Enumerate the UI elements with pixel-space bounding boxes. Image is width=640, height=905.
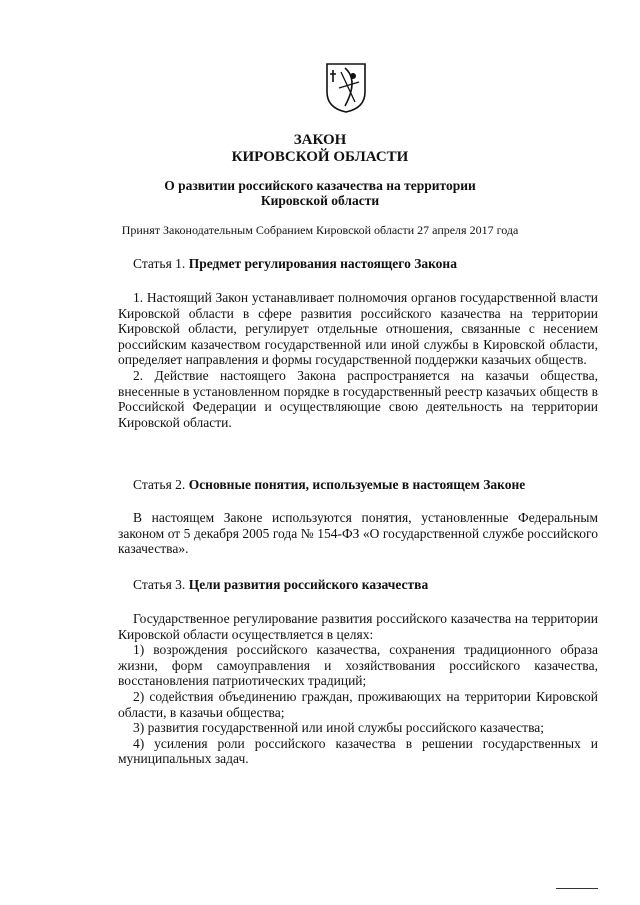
article-1-body <box>118 290 598 430</box>
article-1-number: Статья 1. <box>133 256 186 271</box>
adoption-note: Принят Законодательным Собранием Кировской области 27 апреля 2017 года <box>121 223 519 237</box>
coat-of-arms-icon <box>325 62 367 114</box>
article-1-paragraph-2: 2. Действие настоящего Закона распространяется на казачьи общества, внесенные в установленном порядке в государственный реестр казачьих обществ в Российской Федерации и осуществляющие свою деятельность на территории Кировской области. <box>118 367 598 430</box>
article-2-paragraph-1: В настоящем Законе используются понятия, установленные Федеральным законом от 5 декабря 2005 года № 154-ФЗ «О государственной службе российского казачества». <box>118 510 598 557</box>
article-3-body <box>118 611 598 767</box>
article-1-heading <box>133 256 457 272</box>
law-title: ЗАКОН <box>293 132 347 148</box>
article-3-item-3: 3) развития государственной или иной службы российского казачества; <box>133 720 545 736</box>
article-2-number: Статья 2. <box>133 477 186 492</box>
law-subject-line1: О развитии российского казачества на территории <box>164 178 476 193</box>
article-3-item-4: 4) усиления роли российского казачества в решении государственных и муниципальных задач. <box>118 735 598 767</box>
article-2-title: Основные понятия, используемые в настоящем Законе <box>188 477 526 492</box>
article-3-item-1: 1) возрождения российского казачества, сохранения традиционного образа жизни, форм самоуправления и хозяйствования российского казачества, восстановления патриотических традиций; <box>118 642 598 689</box>
article-2-heading <box>133 477 525 493</box>
law-subject-line2: Кировской области <box>260 193 380 208</box>
article-1-paragraph-1: 1. Настоящий Закон устанавливает полномочия органов государственной власти Кировской области в сфере развития российского казачества на территории Кировской области, регулирует отдельные отношения, связанные с несением российским казачеством государственной или иной службы в Кировской области, определяет направления и формы государственной поддержки казачьих обществ. <box>118 290 598 368</box>
signature-line <box>556 888 598 889</box>
article-1-title: Предмет регулирования настоящего Закона <box>188 256 457 271</box>
article-3-title: Цели развития российского казачества <box>188 577 429 592</box>
law-region: КИРОВСКОЙ ОБЛАСТИ <box>231 149 409 165</box>
article-3-heading <box>133 577 428 593</box>
article-3-item-2: 2) содействия объединению граждан, проживающих на территории Кировской области, в казачьи общества; <box>118 688 598 720</box>
article-3-intro: Государственное регулирование развития российского казачества на территории Кировской области осуществляется в целях: <box>118 611 598 642</box>
article-2-body <box>118 510 598 557</box>
article-3-number: Статья 3. <box>133 577 186 592</box>
